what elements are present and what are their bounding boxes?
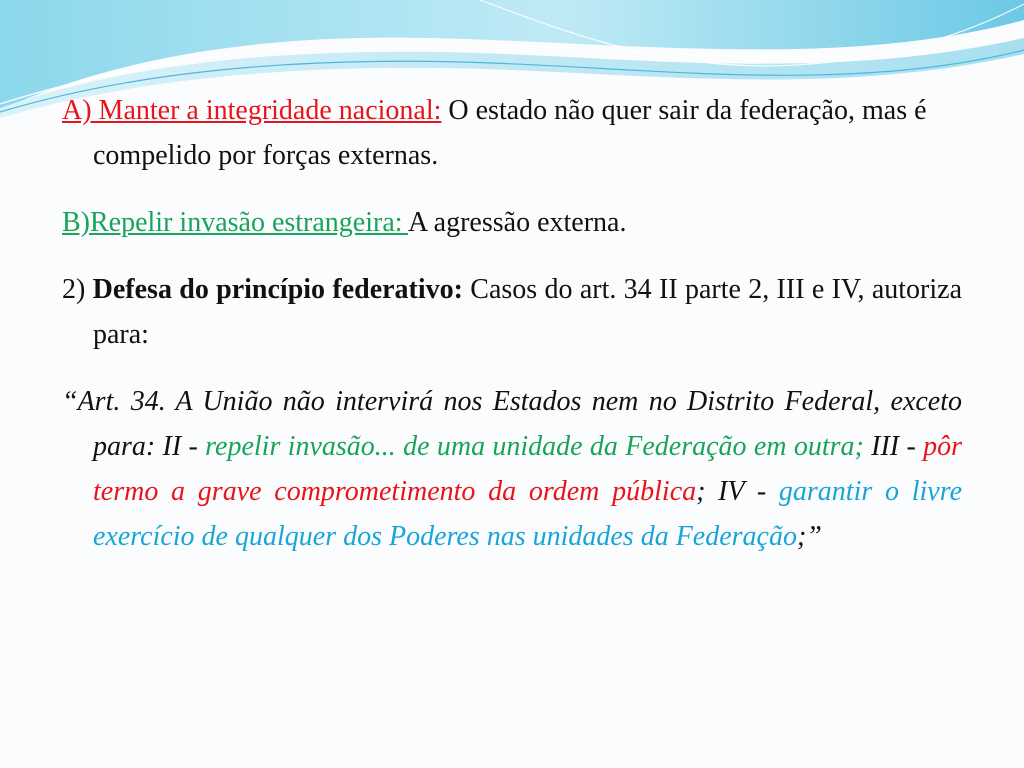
slide-body xyxy=(62,88,962,581)
item-2-heading: Defesa do princípio federativo: xyxy=(92,274,463,305)
item-b xyxy=(62,200,962,245)
item-a xyxy=(62,88,962,178)
quote-part-iv: garantir o livre exercício de qualquer dos Poderes nas unidades da Federação xyxy=(93,476,962,552)
item-2-number: 2) xyxy=(62,274,93,305)
item-b-heading: B)Repelir invasão estrangeira: xyxy=(62,207,408,238)
item-2-text: Casos do art. 34 II parte 2, III e IV, autoriza para: xyxy=(93,274,962,350)
item-a-text: O estado não quer sair da federação, mas é compelido por forças externas. xyxy=(93,95,927,171)
quote-closing: ;” xyxy=(796,521,822,552)
item-2 xyxy=(62,267,962,357)
quote-sep-iii: III - xyxy=(863,431,924,462)
article-quote xyxy=(62,379,962,559)
quote-part-ii: repelir invasão... de uma unidade da Federação em outra; xyxy=(205,431,864,462)
item-a-heading: A) Manter a integridade nacional: xyxy=(62,95,442,126)
quote-sep-iv: ; IV - xyxy=(696,476,779,507)
quote-intro: “Art. 34. A União não intervirá nos Estados nem no Distrito Federal, exceto para: II - xyxy=(62,386,962,462)
quote-part-iii: pôr termo a grave comprometimento da ordem pública xyxy=(93,431,963,507)
item-b-text: A agressão externa. xyxy=(408,207,627,238)
